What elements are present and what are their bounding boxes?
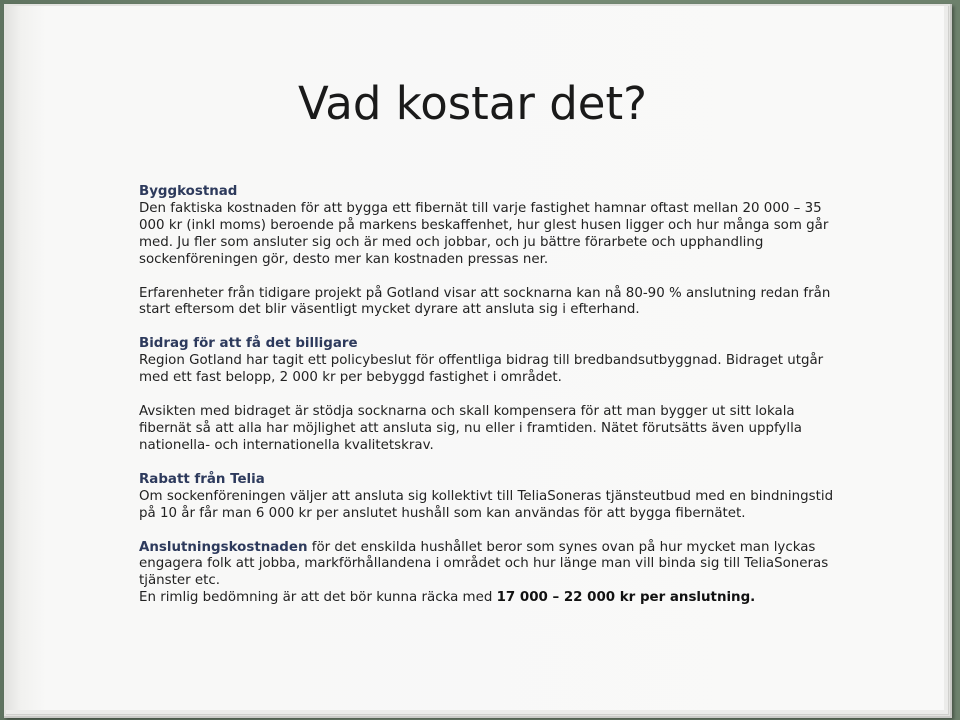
- byggkostnad-paragraph-1: Den faktiska kostnaden för att bygga ett fibernät till varje fastighet hamnar oftast mellan 20 000 – 35 000 kr (inkl moms) beroende på markens beskaffenhet, hur glest husen ligger och hur många som går med. Ju fler som ansluter sig och är med och jobbar, och ju bättre förarbete och upphandling sockenföreningen gör, desto mer kan kostnaden pressas ner.: [139, 200, 829, 267]
- heading-byggkostnad: Byggkostnad: [139, 184, 238, 199]
- heading-bidrag: Bidrag för att få det billigare: [139, 336, 358, 352]
- bidrag-paragraph-2: Avsikten med bidraget är stödja socknarna och skall kompensera för att man bygger ut sitt lokala fibernät så att alla har möjlighet att ansluta sig, nu eller i framtiden. Nätet förutsätts även uppfylla nationella- och internationella kvalitetskrav.: [139, 404, 802, 453]
- section-anslutning: [139, 540, 839, 608]
- section-bidrag: [139, 336, 839, 387]
- byggkostnad-paragraph-2: Erfarenheter från tidigare projekt på Gotland visar att socknarna kan nå 80-90 % anslutning redan från start eftersom det blir väsentligt mycket dyrare att ansluta sig i efterhand.: [139, 285, 831, 318]
- anslutning-text: för det enskilda hushållet beror som synes ovan på hur mycket man lyckas engagera folk att jobba, markförhållandena i området och hur länge man vill binda sig till TeliaSoneras tjänster etc.: [139, 539, 829, 589]
- estimate-value: 17 000 – 22 000 kr per anslutning.: [496, 590, 756, 606]
- slide-content: [139, 184, 839, 624]
- slide-page: [6, 6, 944, 710]
- estimate-prefix: En rimlig bedömning är att det bör kunna räcka med: [139, 590, 497, 606]
- slide-title: Vad kostar det?: [298, 77, 647, 130]
- bidrag-paragraph-1: Region Gotland har tagit ett policybeslut för offentliga bidrag till bredbandsutbyggnad. Bidraget utgår med ett fast belopp, 2 000 kr per bebyggd fastighet i området.: [139, 353, 824, 386]
- byggkostnad-paragraph-2-block: [139, 286, 839, 320]
- heading-rabatt: Rabatt från Telia: [139, 471, 265, 487]
- rabatt-paragraph: Om sockenföreningen väljer att ansluta sig kollektivt till TeliaSoneras tjänsteutbud med en bindningstid på 10 år får man 6 000 kr per anslutet hushåll som kan användas för att bygga fibernätet.: [139, 488, 834, 521]
- page-stack-inner: [6, 6, 949, 715]
- section-byggkostnad: [139, 184, 839, 269]
- anslutning-lead: Anslutningskostnaden: [139, 539, 308, 555]
- section-rabatt: [139, 472, 839, 523]
- page-stack: [4, 4, 952, 718]
- bidrag-paragraph-2-block: [139, 404, 839, 455]
